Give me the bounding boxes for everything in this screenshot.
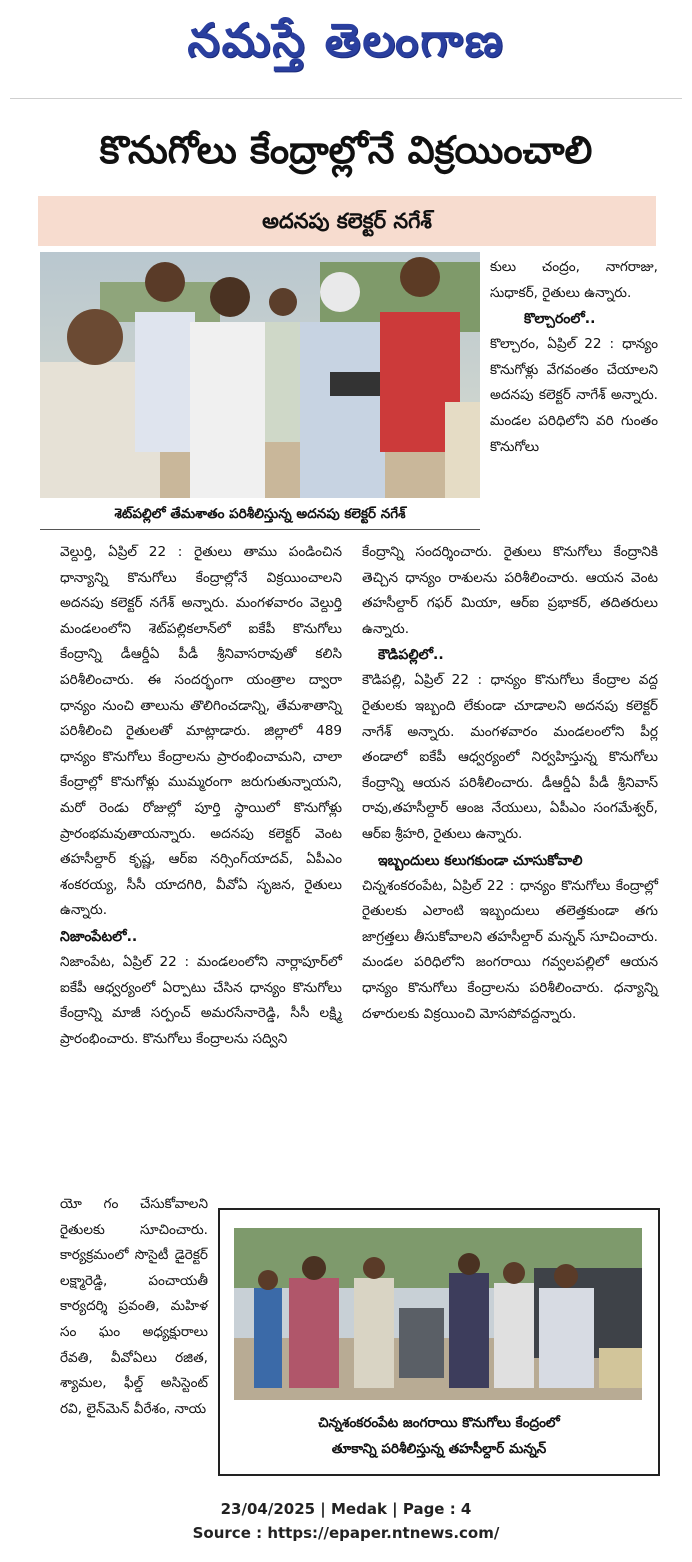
section-subhead: ఇబ్బందులు కలుగకుండా చూసుకోవాలి (378, 852, 583, 869)
article-column-right-top (490, 255, 658, 460)
photo-caption-1: శెట్‌పల్లిలో తేమశాతం పరిశీలిస్తున్న అదనపు కలెక్టర్ నగేశ్ (40, 499, 480, 530)
photo-scene-weighing (234, 1228, 642, 1400)
article-photo-collector (40, 252, 480, 498)
article-headline: కొనుగోలు కేంద్రాల్లోనే విక్రయించాలి (99, 128, 593, 172)
section-subhead: కొల్చారంలో.. (524, 311, 596, 328)
paragraph: నిజాంపేట, ఏప్రిల్ 22 : మండలంలోని నార్లాపూర్‌లో ఐకేపీ ఆధ్వర్యంలో ఏర్పాటు చేసిన ధాన్యం కొనుగోలు కేంద్రాన్ని మాజీ సర్పంచ్ అమరసేనారెడ్డి, సీసీ లక్ష్మి ప్రారంభించారు. కొనుగోలు కేంద్రాలను సద్విని (60, 953, 342, 1047)
paragraph: కులు చంద్రం, నాగరాజు, సుధాకర్, రైతులు ఉన్నారు. (490, 259, 658, 301)
article-photo-tahsildar (234, 1228, 642, 1400)
article-subheading: అదనపు కలెక్టర్ నగేశ్ (262, 209, 432, 233)
article-column-right (362, 540, 658, 1027)
article-column-left-bottom (60, 1192, 208, 1422)
section-subhead: నిజాంపేటలో.. (60, 928, 138, 945)
caption-line-1: చిన్నశంకరంపేట జంగరాయి కొనుగోలు కేంద్రంలో (318, 1415, 560, 1431)
photo-caption-2 (220, 1410, 658, 1462)
newspaper-logo: నమస్తే తెలంగాణ (187, 13, 505, 67)
footer-date-edition: 23/04/2025 | Medak | Page : 4 (220, 1500, 472, 1518)
section-subhead: కౌడిపల్లిలో.. (378, 647, 444, 664)
paragraph: చిన్నశంకరంపేట, ఏప్రిల్ 22 : ధాన్యం కొనుగోలు కేంద్రాల్లో రైతులకు ఎలాంటి ఇబ్బందులు తలెత్తకుండా తగు జాగ్రత్తలు తీసుకోవాలని తహసీల్దార్ మన్నన్ సూచించారు. మండల పరిధిలోని జంగరాయి గవ్వలపల్లిలో ఆయన ధాన్యం కొనుగోలు కేంద్రాలను పరిశీలించారు. ధన్యాన్ని దళారులకు విక్రయించి మోసపోవద్దన్నారు. (362, 877, 658, 1022)
paragraph: యో గం చేసుకోవాలని రైతులకు సూచించారు. కార్యక్రమంలో సొసైటీ డైరెక్టర్ లక్ష్మారెడ్డి, పంచాయతీ కార్యదర్శి ప్రవంతి, మహిళ సం ఘం అధ్యక్షురాలు రేవతి, వీవోఏలు రజిత, శ్యామల, ఫీల్డ్ అసిస్టెంట్ రవి, లైన్‌మెన్ వీరేశం, నాయ (60, 1196, 208, 1417)
masthead-divider (10, 98, 682, 99)
paragraph: కౌడిపల్లి, ఏప్రిల్ 22 : ధాన్యం కొనుగోలు కేంద్రాల వద్ద రైతులకు ఇబ్బంది లేకుండా చూడాలని అదనపు కలెక్టర్ నాగేశ్ అన్నారు. మంగళవారం మండలంలోని పీర్ల తండాలో ఐకేపీ ఆధ్వర్యంలో నిర్వహిస్తున్న కొనుగోలు కేంద్రాన్ని ఆయన పరిశీలించారు. డీఆర్డీఏ పీడీ శ్రీనివాస్ రావు,తహసీల్దార్ ఆంజ నేయులు, ఏపీఎం సంగమేశ్వర్, ఆర్ఐ శ్రీహరి, రైతులు ఉన్నారు. (362, 672, 658, 842)
photo-scene-collector-inspection (40, 252, 480, 498)
photo-box-tahsildar (218, 1208, 660, 1476)
caption-line-2: తూకాన్ని పరిశీలిస్తున్న తహసీల్దార్ మన్నన్ (331, 1441, 547, 1457)
masthead (0, 0, 692, 80)
paragraph: వెల్దుర్తి, ఏప్రిల్ 22 : రైతులు తాము పండించిన ధాన్యాన్ని కొనుగోలు కేంద్రాల్లోనే విక్రయించాలని అదనపు కలెక్టర్ నగేశ్ అన్నారు. మంగళవారం వెల్దుర్తి మండలంలోని శెట్‌పల్లికలాన్‌లో ఐకేపీ కొనుగోలు కేంద్రాన్ని డీఆర్డీఏ పీడీ శ్రీనివాసరావుతో కలిసి పరిశీలించారు. ఈ సందర్భంగా యంత్రాల ద్వారా ధాన్యం నుంచి తాలును తొలిగించడాన్ని, తేమశాతాన్ని పరిశీలించి రైతులతో మాట్లాడారు. జిల్లాలో 489 ధాన్యం కొనుగోలు కేంద్రాలను ప్రారంభించామని, చాలా కేంద్రాల్లో కొనుగోళ్లు ముమ్మరంగా జరుగుతున్నాయని, మరో రెండు రోజుల్లో పూర్తి స్థాయిలో కొనుగోళ్లు ప్రారంభమవుతాయన్నారు. అదనపు కలెక్టర్ వెంట తహసీల్దార్ కృష్ణ, ఆర్ఐ నర్సింగ్‌యాదవ్, ఏపీఎం శంకరయ్య, సీసీ యాదగిరి, వీవోఏ సృజన, రైతులు ఉన్నారు. (60, 544, 342, 919)
subheading-bar (38, 196, 656, 246)
article-column-left (60, 540, 342, 1052)
footer-source-link[interactable]: Source : https://epaper.ntnews.com/ (192, 1524, 500, 1542)
paragraph: కేంద్రాన్ని సందర్శించారు. రైతులు కొనుగోలు కేంద్రానికి తెచ్చిన ధాన్యం రాశులను పరిశీలించారు. ఆయన వెంట తహసీల్దార్ గఫర్ మియా, ఆర్ఐ ప్రభాకర్, తదితరులు ఉన్నారు. (362, 544, 658, 637)
paragraph: కొల్చారం, ఏప్రిల్ 22 : ధాన్యం కొనుగోళ్లు వేగవంతం చేయాలని అదనపు కలెక్టర్ నాగేశ్ అన్నారు. మండల పరిధిలోని వరి గుంతం కొనుగోలు (490, 336, 658, 455)
